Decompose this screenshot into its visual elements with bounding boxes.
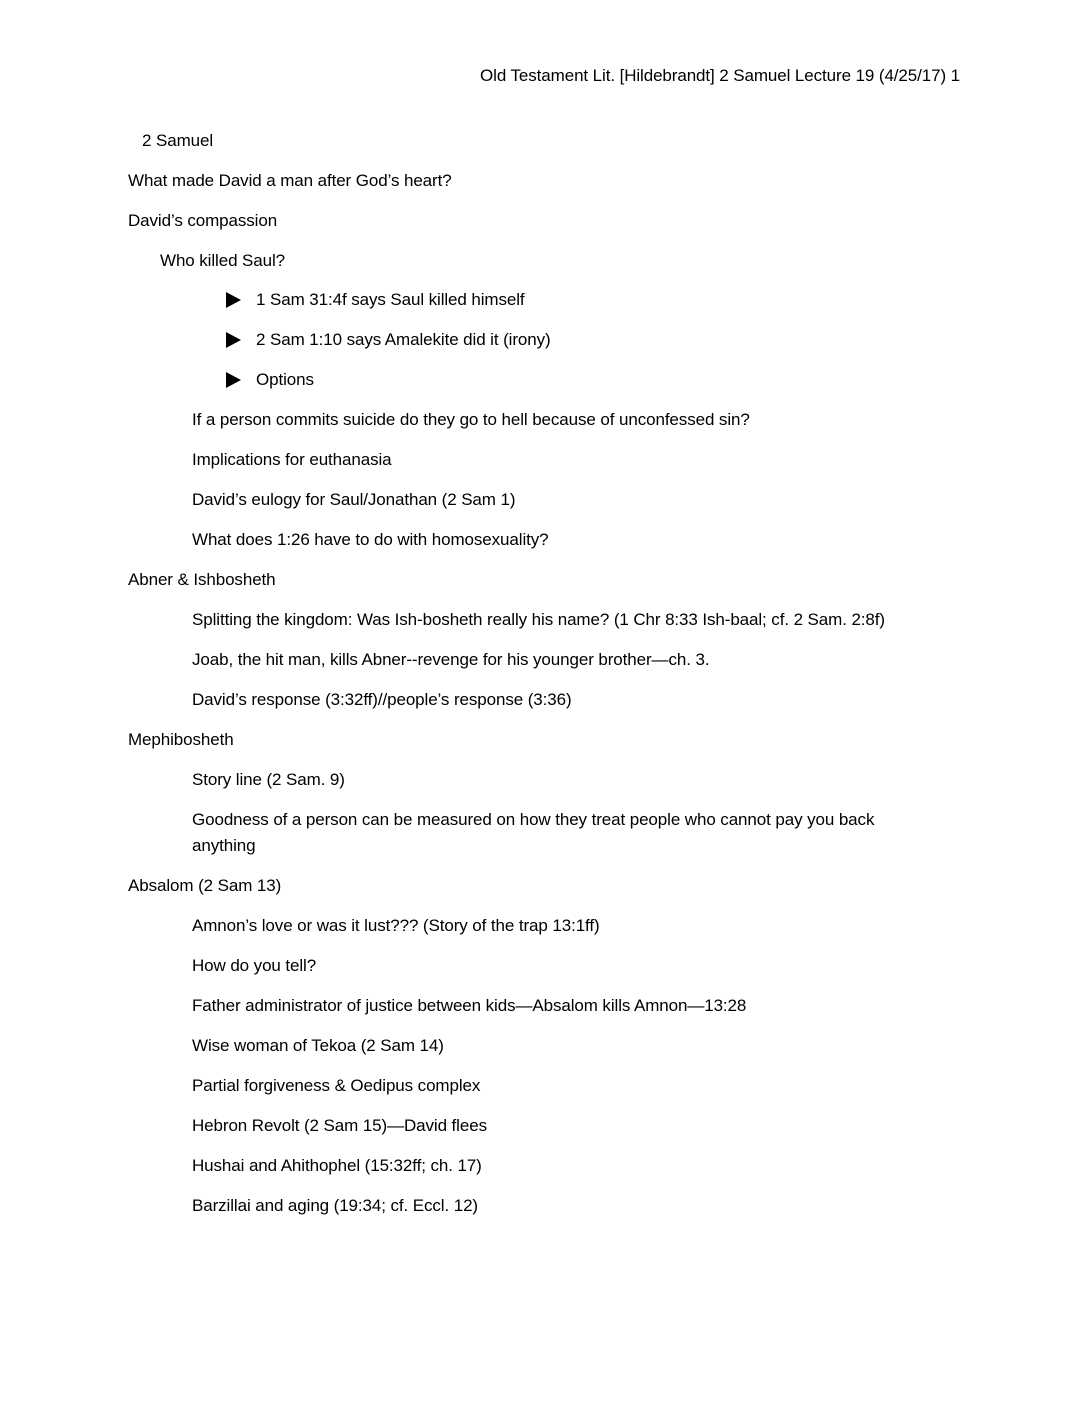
item-barzillai: Barzillai and aging (19:34; cf. Eccl. 12) [192, 1196, 478, 1215]
heading-compassion: David’s compassion [128, 211, 278, 230]
item-goodness: Goodness of a person can be measured on how they treat people who cannot pay you back anything [192, 810, 875, 855]
heading-mephibosheth: Mephibosheth [128, 730, 234, 749]
item-tekoa: Wise woman of Tekoa (2 Sam 14) [192, 1036, 444, 1055]
item-suicide: If a person commits suicide do they go to hell because of unconfessed sin? [192, 410, 750, 429]
item-homosexuality: What does 1:26 have to do with homosexuality? [192, 530, 549, 549]
bullet-item: 1 Sam 31:4f says Saul killed himself [256, 290, 525, 309]
item-joab: Joab, the hit man, kills Abner--revenge for his younger brother—ch. 3. [192, 650, 710, 669]
item-how-tell: How do you tell? [192, 956, 317, 975]
item-amnon: Amnon’s love or was it lust??? (Story of the trap 13:1ff) [192, 916, 600, 935]
heading-absalom: Absalom (2 Sam 13) [128, 876, 282, 895]
bullet-item: Options [256, 370, 314, 389]
item-storyline: Story line (2 Sam. 9) [192, 770, 345, 789]
question-heart: What made David a man after God’s heart? [128, 171, 452, 190]
item-eulogy: David’s eulogy for Saul/Jonathan (2 Sam 1) [192, 490, 516, 509]
page-header: Old Testament Lit. [Hildebrandt] 2 Samuel Lecture 19 (4/25/17) 1 [480, 66, 960, 85]
document-title: 2 Samuel [142, 131, 214, 150]
bullet-item: 2 Sam 1:10 says Amalekite did it (irony) [256, 330, 551, 349]
item-hushai: Hushai and Ahithophel (15:32ff; ch. 17) [192, 1156, 482, 1175]
item-oedipus: Partial forgiveness & Oedipus complex [192, 1076, 481, 1095]
subheading-who-killed-saul: Who killed Saul? [160, 251, 286, 270]
bullet-arrow-icon [226, 292, 241, 308]
item-response: David’s response (3:32ff)//people’s response (3:36) [192, 690, 572, 709]
item-father: Father administrator of justice between kids—Absalom kills Amnon—13:28 [192, 996, 747, 1015]
item-splitting: Splitting the kingdom: Was Ish-bosheth really his name? (1 Chr 8:33 Ish-baal; cf. 2 Sam. 2:8f) [192, 610, 885, 629]
item-hebron: Hebron Revolt (2 Sam 15)—David flees [192, 1116, 487, 1135]
item-euthanasia: Implications for euthanasia [192, 450, 392, 469]
bullet-arrow-icon [226, 332, 241, 348]
heading-abner: Abner & Ishbosheth [128, 570, 276, 589]
bullet-arrow-icon [226, 372, 241, 388]
